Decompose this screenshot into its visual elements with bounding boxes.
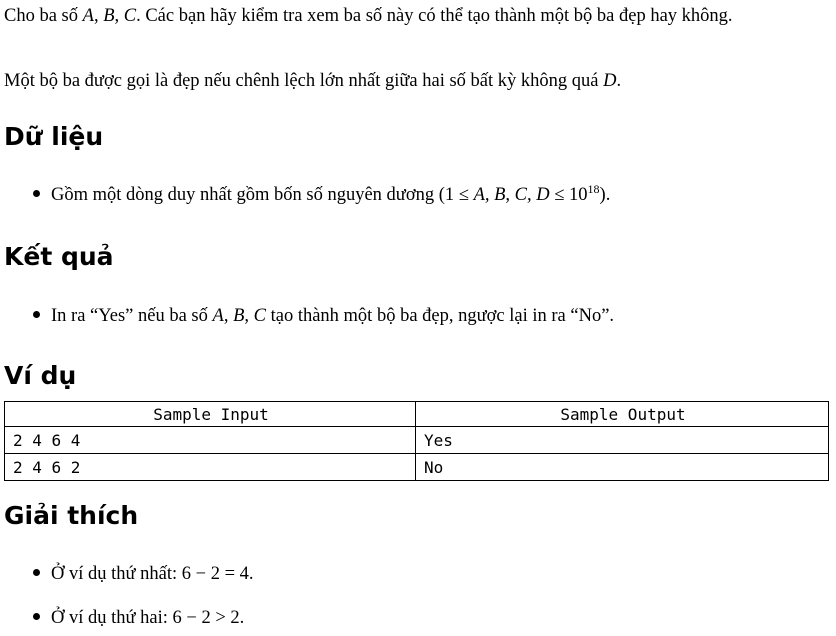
intro-text: Cho ba số	[4, 6, 83, 26]
list-item-output	[33, 304, 614, 329]
list-item-explain-1	[33, 562, 254, 587]
section-heading-output: Kết quả	[4, 242, 114, 271]
bullet-icon	[33, 613, 40, 620]
table-cell-input: 2 4 6 2	[5, 454, 416, 481]
intro-paragraph-1	[4, 4, 832, 29]
intro-text: .	[616, 71, 622, 91]
bullet-text: In ra “Yes” nếu ba số	[51, 306, 213, 326]
table-header-row	[5, 402, 829, 427]
table-cell-output: No	[416, 454, 829, 481]
bullet-text: Gồm một dòng duy nhất gồm bốn số nguyên dương (1 ≤	[51, 185, 474, 205]
list-item-input	[33, 183, 610, 208]
bullet-icon	[33, 569, 40, 576]
var-a: A	[212, 306, 224, 326]
separator: ,	[244, 306, 254, 326]
table-row	[5, 427, 829, 454]
section-heading-explanation: Giải thích	[4, 501, 139, 530]
table-cell-output: Yes	[416, 427, 829, 454]
var-a: A	[82, 6, 94, 26]
section-heading-example: Ví dụ	[4, 361, 77, 390]
table-header-output: Sample Output	[416, 402, 829, 427]
table-row	[5, 454, 829, 481]
bullet-text: ).	[599, 185, 611, 205]
exponent: 18	[587, 181, 600, 196]
separator: ,	[223, 306, 234, 326]
var-b: B	[233, 306, 245, 326]
var-d: D	[603, 71, 617, 91]
bullet-text: Ở ví dụ thứ nhất: 6 − 2 = 4.	[51, 564, 254, 584]
intro-text: . Các bạn hãy kiểm tra xem ba số này có thể tạo thành một bộ ba đẹp hay không.	[136, 6, 733, 26]
table-header-input: Sample Input	[5, 402, 416, 427]
intro-paragraph-2	[4, 69, 621, 94]
bullet-icon	[33, 311, 40, 318]
bullet-text: ≤ 10	[549, 185, 588, 205]
intro-text: Một bộ ba được gọi là đẹp nếu chênh lệch lớn nhất giữa hai số bất kỳ không quá	[4, 71, 604, 91]
separator: ,	[93, 6, 104, 26]
bullet-text: Ở ví dụ thứ hai: 6 − 2 > 2.	[51, 608, 245, 628]
var-c: C	[253, 306, 266, 326]
section-heading-input: Dữ liệu	[4, 122, 104, 151]
separator: ,	[114, 6, 124, 26]
sample-table	[4, 401, 829, 481]
table-cell-input: 2 4 6 4	[5, 427, 416, 454]
var-b: B	[103, 6, 115, 26]
list-item-explain-2	[33, 606, 244, 631]
math-vars: A, B, C, D	[473, 185, 550, 205]
var-c: C	[123, 6, 137, 26]
bullet-icon	[33, 190, 40, 197]
bullet-text: tạo thành một bộ ba đẹp, ngược lại in ra “No”.	[265, 306, 615, 326]
